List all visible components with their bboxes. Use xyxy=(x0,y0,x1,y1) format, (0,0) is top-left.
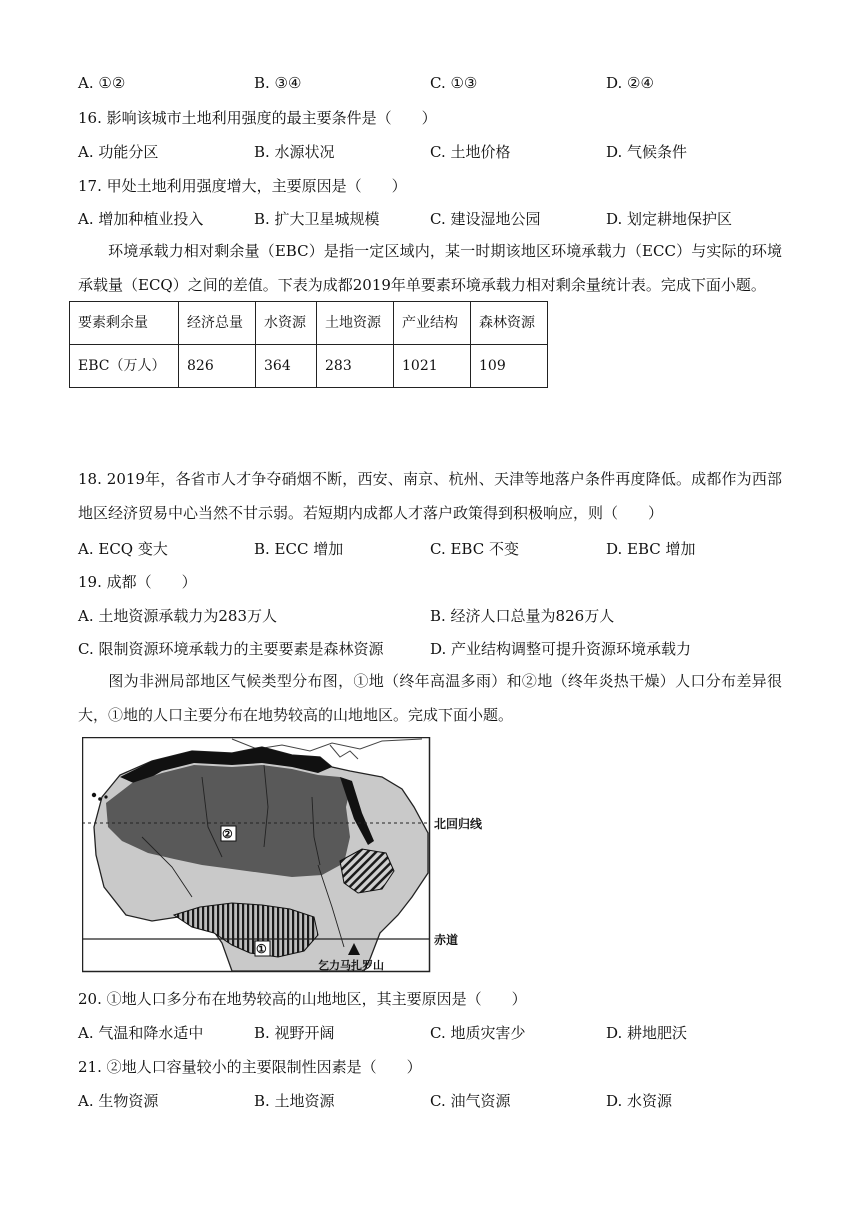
passage-africa xyxy=(78,664,782,732)
table-header-cell: 产业结构 xyxy=(394,302,471,345)
q21-option-c: C. 油气资源 xyxy=(430,1092,511,1110)
kilimanjaro-label: 乞力马扎罗山 xyxy=(318,959,384,972)
table-header-cell: 要素剩余量 xyxy=(70,302,179,345)
q19-stem: 19. 成都（ ） xyxy=(78,573,197,591)
q18-stem: 18. 2019年，各省市人才争夺硝烟不断，西安、南京、杭州、天津等地落户条件再度降低。成都作为西部地区经济贸易中心当然不甘示弱。若短期内成都人才落户政策得到积极响应，则（ ） xyxy=(78,470,782,522)
q15-option-a: A. ①② xyxy=(78,74,126,92)
map-graphic xyxy=(82,737,482,975)
q16-stem: 16. 影响该城市土地利用强度的最主要条件是（ ） xyxy=(78,109,437,127)
q18-option-c: C. EBC 不变 xyxy=(430,540,519,558)
q16-option-d: D. 气候条件 xyxy=(606,143,688,161)
table-header-cell: 土地资源 xyxy=(317,302,394,345)
q21-option-d: D. 水资源 xyxy=(606,1092,673,1110)
table-cell: EBC（万人） xyxy=(70,345,179,388)
q20-option-d: D. 耕地肥沃 xyxy=(606,1024,688,1042)
q18-option-a: A. ECQ 变大 xyxy=(78,540,168,558)
q21-stem: 21. ②地人口容量较小的主要限制性因素是（ ） xyxy=(78,1058,422,1076)
passage-ebc-text: 环境承载力相对剩余量（EBC）是指一定区域内，某一时期该地区环境承载力（ECC）与实际的环境承载量（ECQ）之间的差值。下表为成都2019年单要素环境承载力相对剩余量统计表。完成下面小题。 xyxy=(78,242,782,294)
passage-ebc xyxy=(78,234,782,302)
table-cell: 109 xyxy=(471,345,548,388)
marker-1-label: ① xyxy=(256,942,267,956)
q18-option-b: B. ECC 增加 xyxy=(254,540,344,558)
q16-option-c: C. 土地价格 xyxy=(430,143,511,161)
tropic-of-cancer-label: 北回归线 xyxy=(434,817,483,831)
q15-option-b: B. ③④ xyxy=(254,74,302,92)
marker-2-label: ② xyxy=(222,827,233,841)
africa-climate-map xyxy=(82,737,482,975)
table-cell: 283 xyxy=(317,345,394,388)
q20-option-b: B. 视野开阔 xyxy=(254,1024,335,1042)
q18-option-d: D. EBC 增加 xyxy=(606,540,696,558)
q17-option-b: B. 扩大卫星城规模 xyxy=(254,210,380,228)
q16-option-a: A. 功能分区 xyxy=(78,143,159,161)
table-header-cell: 经济总量 xyxy=(179,302,256,345)
q17-option-d: D. 划定耕地保护区 xyxy=(606,210,733,228)
q20-stem: 20. ①地人口多分布在地势较高的山地地区，其主要原因是（ ） xyxy=(78,990,527,1008)
table-row xyxy=(70,345,548,388)
q16-option-b: B. 水源状况 xyxy=(254,143,335,161)
q20-option-c: C. 地质灾害少 xyxy=(430,1024,526,1042)
q19-option-b: B. 经济人口总量为826万人 xyxy=(430,607,615,625)
q17-stem: 17. 甲处土地利用强度增大，主要原因是（ ） xyxy=(78,177,407,195)
table-header-cell: 森林资源 xyxy=(471,302,548,345)
q20-option-a: A. 气温和降水适中 xyxy=(78,1024,204,1042)
q17-option-c: C. 建设湿地公园 xyxy=(430,210,541,228)
q19-option-c: C. 限制资源环境承载力的主要要素是森林资源 xyxy=(78,640,384,658)
q21-option-a: A. 生物资源 xyxy=(78,1092,159,1110)
island xyxy=(92,793,96,797)
q17-option-a: A. 增加种植业投入 xyxy=(78,210,204,228)
passage-africa-text: 图为非洲局部地区气候类型分布图，①地（终年高温多雨）和②地（终年炎热干燥）人口分布差异很大，①地的人口主要分布在地势较高的山地地区。完成下面小题。 xyxy=(78,672,782,724)
table-cell: 826 xyxy=(179,345,256,388)
island xyxy=(98,797,102,801)
equator-label: 赤道 xyxy=(434,933,459,947)
table-cell: 1021 xyxy=(394,345,471,388)
q19-option-d: D. 产业结构调整可提升资源环境承载力 xyxy=(430,640,692,658)
table-header-cell: 水资源 xyxy=(256,302,317,345)
q15-option-c: C. ①③ xyxy=(430,74,478,92)
table-header-row xyxy=(70,302,548,345)
q21-option-b: B. 土地资源 xyxy=(254,1092,335,1110)
ebc-table xyxy=(69,301,548,388)
q19-option-a: A. 土地资源承载力为283万人 xyxy=(78,607,278,625)
q15-option-d: D. ②④ xyxy=(606,74,654,92)
table-cell: 364 xyxy=(256,345,317,388)
island xyxy=(104,795,107,798)
